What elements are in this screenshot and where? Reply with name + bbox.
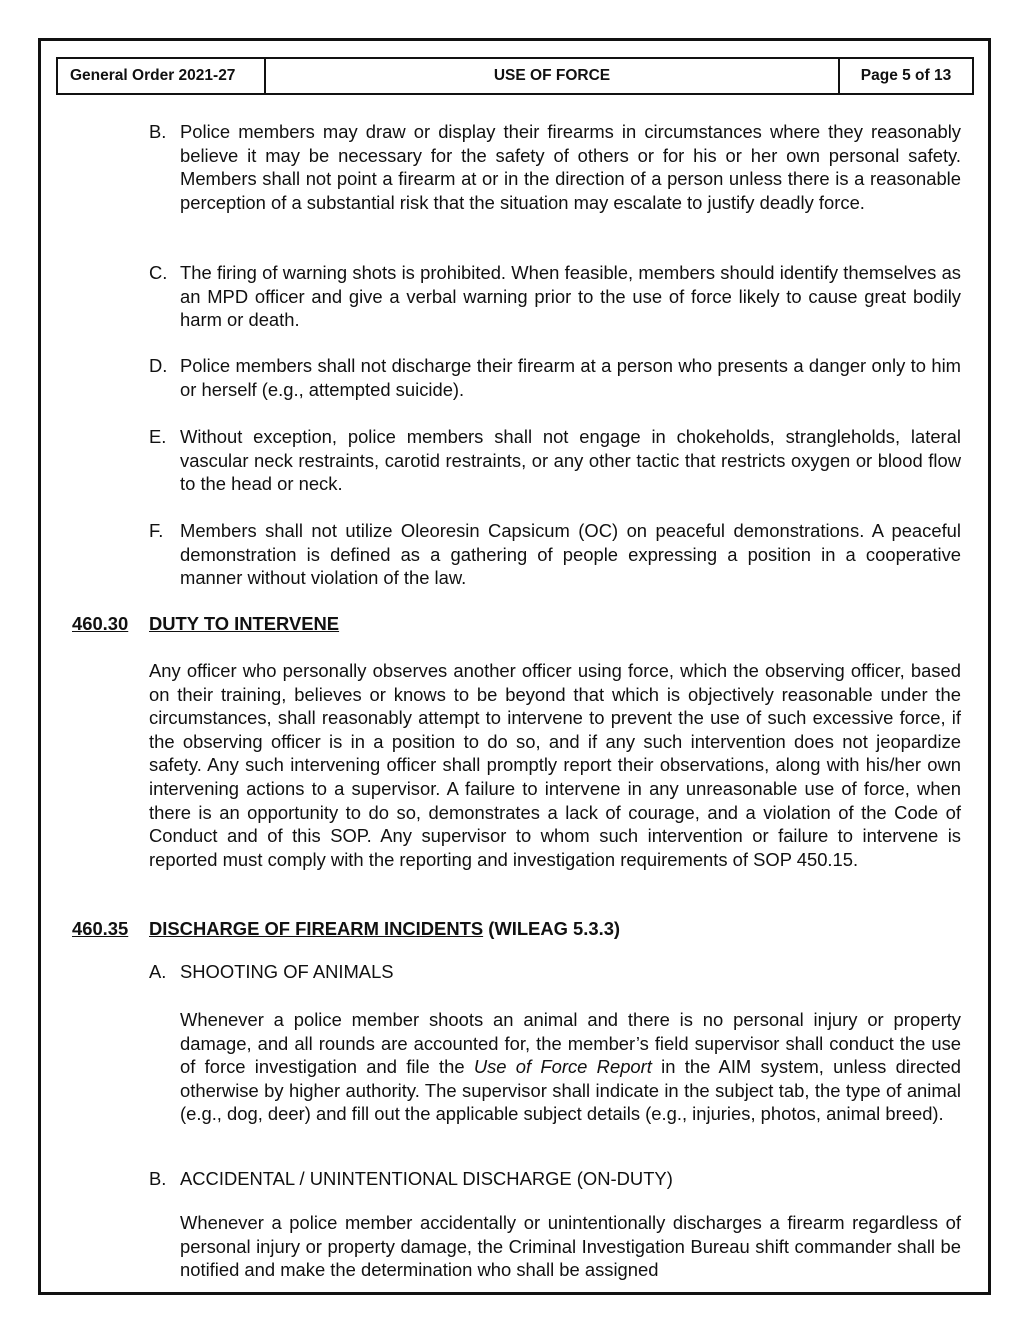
shooting-of-animals-paragraph — [180, 1008, 961, 1126]
subsection-label: A. — [149, 961, 167, 982]
subsection-title: ACCIDENTAL / UNINTENTIONAL DISCHARGE (ON-DUTY) — [180, 1168, 673, 1189]
paragraph-text: Whenever a police member shoots an animal and there is no personal injury or property damage, and all rounds are accounted for, the member’s field supervisor shall conduct the use of force investigation and file the — [180, 1009, 961, 1078]
general-order-number: General Order 2021-27 — [58, 59, 266, 93]
list-item-label: D. — [149, 355, 168, 376]
list-item-text: Without exception, police members shall not engage in chokeholds, strangleholds, lateral vascular neck restraints, carotid restraints, or any other tactic that restricts oxygen or blood flow to the head or neck. — [180, 426, 961, 495]
duty-to-intervene-paragraph: Any officer who personally observes another officer using force, which the observing officer, based on their training, believes or knows to be beyond that which is objectively reasonable under the circumstances, shall reasonably attempt to intervene to prevent the use of such excessive force, if the observing officer is in a position to do so, and if any such intervention does not jeopardize safety. Any such intervening officer shall promptly report their observations, along with his/her own intervening actions to a supervisor. A failure to intervene in any unreasonable use of force, when there is an opportunity to do so, demonstrates a lack of courage, and a violation of the Code of Conduct and of this SOP. Any supervisor to whom such intervention or failure to intervene is reported must comply with the reporting and investigation requirements of SOP 450.15. — [149, 660, 961, 870]
section-reference: (WILEAG 5.3.3) — [488, 918, 621, 939]
list-item-d — [149, 354, 961, 401]
list-item-text: Police members may draw or display their firearms in circumstances where they reasonably believe it may be necessary for the safety of others or for his or her own personal safety. Members shall not point a firearm at or in the direction of a person unless there is a reasonable perception of a substantial risk that the situation may escalate to justify deadly force. — [180, 121, 961, 213]
list-item-label: E. — [149, 426, 167, 447]
section-title: DISCHARGE OF FIREARM INCIDENTS — [149, 918, 484, 939]
list-item-b — [149, 120, 961, 214]
list-item-f — [149, 519, 961, 590]
subsection-b-heading — [149, 1167, 673, 1191]
paragraph-text: in the AIM system, unless directed otherwise by higher authority. The supervisor shall indicate in the subject tab, the type of animal (e.g., dog, deer) and fill out the applicable subject details (e.g., injuries, photos, animal breed). — [180, 1056, 961, 1125]
section-number: 460.35 — [72, 918, 129, 939]
document-header — [56, 57, 974, 95]
list-item-label: F. — [149, 520, 164, 541]
section-number: 460.30 — [72, 613, 129, 634]
accidental-discharge-paragraph: Whenever a police member accidentally or unintentionally discharges a firearm regardless of personal injury or property damage, the Criminal Investigation Bureau shift commander shall be notified and make the determination who shall be assigned — [180, 1212, 961, 1281]
section-heading-460-30 — [72, 612, 340, 636]
use-of-force-report-title: Use of Force Report — [473, 1056, 652, 1078]
list-item-text: Police members shall not discharge their firearm at a person who presents a danger only to him or herself (e.g., attempted suicide). — [180, 355, 961, 400]
section-heading-460-35 — [72, 917, 621, 941]
list-item-text: Members shall not utilize Oleoresin Capsicum (OC) on peaceful demonstrations. A peaceful demonstration is defined as a gathering of people expressing a position in a cooperative manner without violation of the law. — [180, 520, 961, 589]
section-title: DUTY TO INTERVENE — [149, 613, 340, 634]
subsection-a-heading — [149, 960, 394, 984]
list-item-label: C. — [149, 262, 168, 283]
list-item-text: The firing of warning shots is prohibited. When feasible, members should identify themselves as an MPD officer and give a verbal warning prior to the use of force likely to cause great bodily harm or death. — [180, 262, 961, 331]
subsection-title: SHOOTING OF ANIMALS — [180, 961, 394, 982]
subsection-label: B. — [149, 1168, 167, 1189]
list-item-label: B. — [149, 121, 167, 142]
list-item-c — [149, 261, 961, 332]
page-number: Page 5 of 13 — [860, 67, 952, 84]
list-item-e — [149, 425, 961, 496]
document-title: USE OF FORCE — [266, 59, 840, 93]
